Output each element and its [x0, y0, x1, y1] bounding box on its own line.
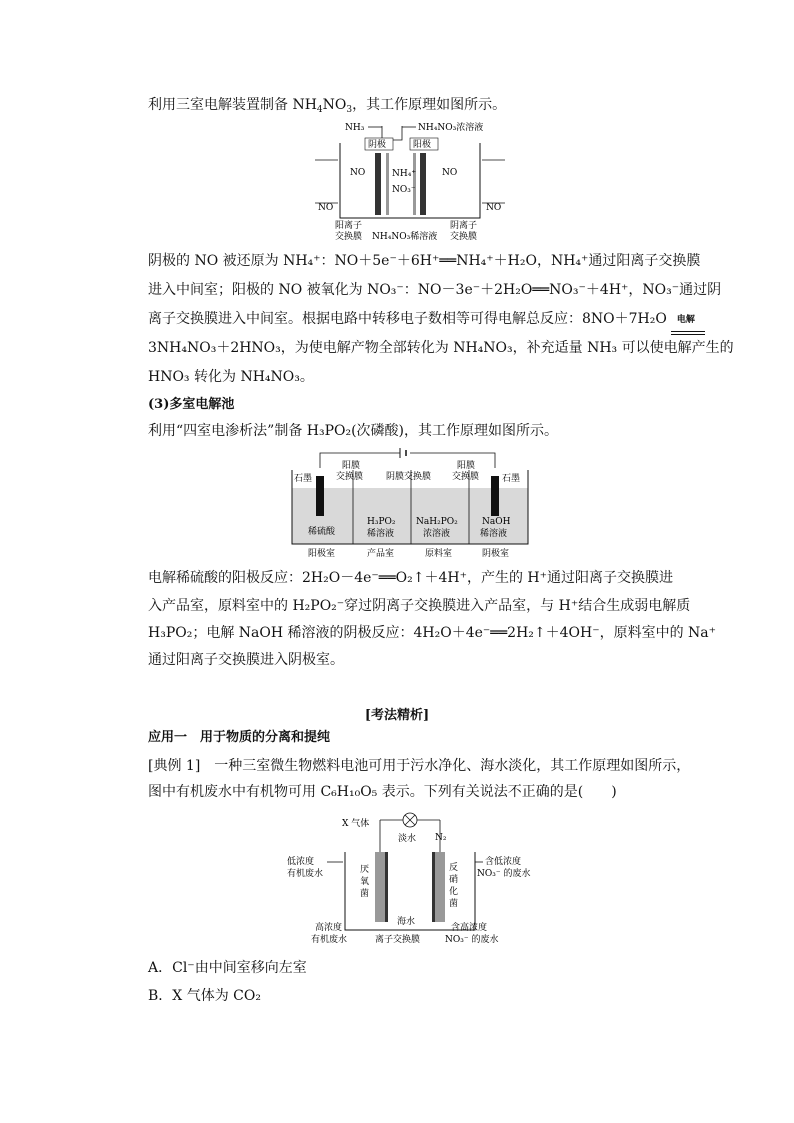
low-no3-2: NO₃⁻ 的废水: [477, 869, 531, 879]
x-gas-label: X 气体: [342, 819, 370, 829]
no-right-inlet: NO: [486, 203, 502, 213]
yangmo-right-1: 阳膜: [457, 461, 476, 471]
cation-membrane: [386, 153, 389, 215]
sol3-line1: NaH₂PO₂: [416, 517, 458, 527]
intro-text-b: NO: [322, 97, 347, 113]
anode-electrode: [420, 153, 426, 215]
right-electrode: [435, 852, 445, 922]
example-line2: 图中有机废水中有机物可用 C₆H₁₀O₅ 表示。下列有关说法不正确的是( ): [148, 784, 617, 800]
three-chamber-electrolysis-figure: [310, 118, 510, 246]
low-org-2: 有机废水: [287, 869, 324, 879]
cation-membrane-label-1: 阳离子: [335, 221, 363, 231]
cation-membrane-label-2: 交换膜: [335, 232, 363, 242]
microbial-fuel-cell-figure: [285, 812, 535, 950]
electrolysis-label: 电解: [676, 315, 695, 325]
denitro-3: 化: [449, 887, 459, 897]
low-org-1: 低浓度: [287, 857, 315, 867]
para1-line2: 进入中间室；阳极的 NO 被氧化为 NO₃⁻：NO－3e⁻＋2H₂O══NO₃⁻＋4H⁺，NO₃⁻通过阴: [148, 282, 722, 298]
para1-line3-text: 离子交换膜进入中间室。根据电路中转移电子数相等可得电解总反应：8NO＋7H₂O: [148, 311, 667, 327]
graphite-right-label: 石墨: [502, 474, 521, 484]
n2-label: N₂: [435, 833, 447, 843]
para2-line1: 电解稀硫酸的阳极反应：2H₂O－4e⁻══O₂↑＋4H⁺，产生的 H⁺通过阳离子交换膜进: [148, 570, 674, 586]
intro-sub-1: 4: [316, 105, 323, 115]
seawater-label: 海水: [397, 917, 416, 927]
option-b: B．X 气体为 CO₂: [148, 988, 261, 1004]
ion-membrane-label: 离子交换膜: [375, 935, 421, 945]
para1-line3: [148, 309, 711, 329]
intro-text-c: ，其工作原理如图所示。: [352, 97, 507, 113]
para2-line3: H₃PO₂；电解 NaOH 稀溶液的阴极反应：4H₂O＋4e⁻══2H₂↑＋4OH⁻，原料室中的 Na⁺: [148, 625, 717, 641]
nh3-label: NH₃: [345, 123, 365, 133]
denitro-2: 硝: [449, 875, 459, 885]
nh4-ion: NH₄⁺: [392, 169, 417, 179]
application-heading: 应用一 用于物质的分离和提纯: [148, 730, 331, 745]
anaerobe-3: 菌: [360, 889, 370, 899]
high-no3-2: NO₃⁻ 的废水: [445, 935, 499, 945]
room1-label: 阳极室: [308, 549, 336, 559]
low-no3-1: 含低浓度: [485, 857, 522, 867]
four-chamber-electrodialysis-figure: [290, 448, 530, 560]
section3-heading: (3)多室电解池: [148, 397, 235, 412]
sol3-line2: 浓溶液: [423, 529, 451, 539]
dilute-label: NH₄NO₃稀溶液: [372, 232, 438, 242]
intro-sub-2: 3: [346, 105, 353, 115]
yangmo-left-1: 阳膜: [342, 461, 361, 471]
example-line1: [典例 1] 一种三室微生物燃料电池可用于污水净化、海水淡化，其工作原理如图所示，: [148, 758, 691, 774]
cathode-label: 阴极: [368, 140, 387, 150]
left-electrode: [375, 852, 385, 922]
no-right-mid: NO: [442, 168, 458, 178]
no-left-mid: NO: [350, 168, 366, 178]
para1-line4: 3NH₄NO₃＋2HNO₃，为使电解产物全部转化为 NH₄NO₃，补充适量 NH₃ 可以使电解产生的: [148, 340, 734, 356]
graphite-left-label: 石墨: [294, 474, 313, 484]
room2-label: 产品室: [367, 549, 395, 559]
right-graphite-electrode: [491, 476, 499, 516]
yinmo-label: 阴膜交换膜: [386, 472, 432, 482]
room4-label: 阴极室: [482, 549, 510, 559]
option-a: A．Cl⁻由中间室移向左室: [148, 960, 307, 976]
high-org-1: 高浓度: [315, 923, 343, 933]
anion-membrane: [413, 153, 416, 215]
high-org-2: 有机废水: [311, 935, 348, 945]
sol2-line1: H₃PO₂: [367, 517, 396, 527]
intro-text-a: 利用三室电解装置制备 NH: [148, 97, 317, 113]
para2-line4: 通过阳离子交换膜进入阴极室。: [148, 652, 344, 668]
denitro-1: 反: [449, 863, 459, 873]
product-label: NH₄NO₃浓溶液: [418, 123, 484, 133]
section-title: [考法精析]: [364, 708, 430, 723]
room3-label: 原料室: [425, 549, 453, 559]
anaerobe-2: 氧: [360, 877, 370, 887]
anion-membrane-label-2: 交换膜: [450, 232, 478, 242]
no-left-inlet: NO: [318, 203, 334, 213]
para1-line1: 阴极的 NO 被还原为 NH₄⁺：NO＋5e⁻＋6H⁺══NH₄⁺＋H₂O，NH₄⁺通过阳离子交换膜: [148, 253, 701, 269]
anion-membrane-label-1: 阴离子: [450, 221, 478, 231]
fresh-water-label: 淡水: [398, 834, 417, 844]
sol4-line2: 稀溶液: [480, 529, 508, 539]
sol4-line1: NaOH: [482, 517, 511, 527]
para2-line2: 入产品室，原料室中的 H₂PO₂⁻穿过阴离子交换膜进入产品室，与 H⁺结合生成弱电解质: [148, 598, 691, 614]
intro-line: [148, 95, 506, 120]
yangmo-right-2: 交换膜: [452, 472, 480, 482]
anaerobe-1: 厌: [360, 865, 370, 875]
high-no3-1: 含高浓度: [451, 923, 488, 933]
denitro-4: 菌: [449, 899, 459, 909]
cathode-electrode: [375, 153, 381, 215]
no3-ion: NO₃⁻: [392, 185, 416, 195]
left-graphite-electrode: [316, 476, 324, 516]
para1-line5: HNO₃ 转化为 NH₄NO₃。: [148, 369, 314, 385]
sol2-line2: 稀溶液: [367, 529, 395, 539]
yangmo-left-2: 交换膜: [336, 472, 364, 482]
section3-line: 利用“四室电渗析法”制备 H₃PO₂(次磷酸)，其工作原理如图所示。: [148, 423, 559, 439]
anode-label: 阳极: [413, 140, 432, 150]
sol1-label: 稀硫酸: [308, 527, 336, 537]
